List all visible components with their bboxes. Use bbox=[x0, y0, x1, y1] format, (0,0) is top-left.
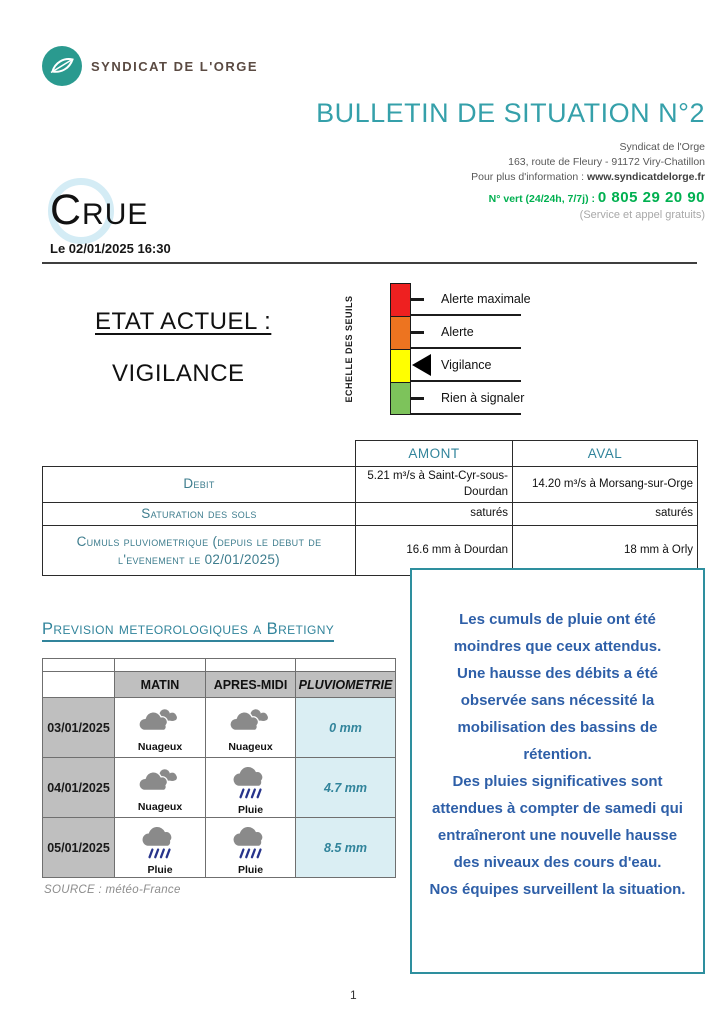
debit-aval-value: 14.20 m³/s à Morsang-sur-Orge bbox=[513, 467, 698, 503]
saturation-aval-value: saturés bbox=[513, 503, 698, 526]
situation-table bbox=[42, 440, 698, 576]
scale-row bbox=[411, 382, 525, 415]
weather-condition-label: Nuageux bbox=[137, 740, 183, 753]
weather-date: 05/01/2025 bbox=[43, 818, 115, 878]
page-number: 1 bbox=[350, 988, 357, 1002]
divider bbox=[42, 262, 697, 264]
cumuls-amont-value: 16.6 mm à Dourdan bbox=[356, 526, 513, 576]
empty-cell bbox=[43, 441, 356, 467]
weather-matin-cell bbox=[115, 698, 206, 758]
weather-date: 03/01/2025 bbox=[43, 698, 115, 758]
green-note: (Service et appel gratuits) bbox=[579, 209, 705, 222]
event-label: Crue bbox=[50, 186, 149, 234]
row-label-cumuls: Cumuls pluviometrique (depuis le debut de l'evenement le 02/01/2025) bbox=[43, 526, 356, 576]
page-title: BULLETIN DE SITUATION N°2 bbox=[316, 98, 705, 128]
scale-level-label: Alerte maximale bbox=[441, 291, 531, 306]
weather-apres-midi-cell bbox=[206, 698, 296, 758]
status-heading: ETAT ACTUEL : bbox=[95, 308, 272, 335]
col-header-matin: MATIN bbox=[115, 672, 206, 698]
cumuls-aval-value: 18 mm à Orly bbox=[513, 526, 698, 576]
table-header-row bbox=[43, 441, 698, 467]
row-label-saturation: Saturation des sols bbox=[43, 503, 356, 526]
green-prefix: N° vert (24/24h, 7/7j) : bbox=[488, 192, 598, 205]
col-header-apres-midi: APRES-MIDI bbox=[206, 672, 296, 698]
empty-cell bbox=[43, 672, 115, 698]
org-logo bbox=[42, 46, 258, 86]
summary-paragraph: Des pluies significatives sont attendues à compter de samedi qui entraîneront une nouvelle hausse des niveaux des cours d'eau. bbox=[432, 773, 683, 871]
event-datetime: Le 02/01/2025 16:30 bbox=[50, 241, 171, 256]
weather-row bbox=[43, 818, 396, 878]
scale-segment-rien bbox=[390, 382, 411, 415]
saturation-amont-value: saturés bbox=[356, 503, 513, 526]
scale-row bbox=[411, 316, 521, 349]
info-line bbox=[471, 170, 705, 185]
summary-paragraph: Les cumuls de pluie ont été moindres que ceux attendus. bbox=[453, 611, 662, 655]
weather-apres-midi-cell bbox=[206, 758, 296, 818]
situation-summary-box bbox=[410, 568, 705, 974]
scale-segment-alerte bbox=[390, 316, 411, 349]
weather-condition-label: Pluie bbox=[237, 863, 264, 876]
tick-icon bbox=[411, 397, 424, 400]
green-number: 0 805 29 20 90 bbox=[597, 188, 705, 206]
row-label-debit: Debit bbox=[43, 467, 356, 503]
green-number-line bbox=[471, 187, 705, 209]
scale-row bbox=[411, 349, 521, 382]
website-link[interactable]: www.syndicatdelorge.fr bbox=[586, 171, 705, 184]
clouds-icon bbox=[137, 706, 183, 738]
status-value: VIGILANCE bbox=[112, 360, 245, 387]
scale-axis-label: ECHELLE DES SEUILS bbox=[344, 295, 354, 403]
summary-paragraph: Une hausse des débits a été observée sans nécessité la mobilisation des bassins de rétention. bbox=[457, 665, 658, 763]
tick-icon bbox=[411, 298, 424, 301]
weather-condition-label: Nuageux bbox=[228, 740, 273, 753]
pluviometrie-value: 4.7 mm bbox=[296, 758, 396, 818]
pluviometrie-value: 0 mm bbox=[296, 698, 396, 758]
weather-date: 04/01/2025 bbox=[43, 758, 115, 818]
weather-header-row bbox=[43, 672, 396, 698]
org-line: Syndicat de l'Orge bbox=[619, 141, 705, 153]
col-header-amont: AMONT bbox=[356, 441, 513, 467]
scale-segment-vigilance bbox=[390, 349, 411, 382]
rain-cloud-icon bbox=[228, 763, 274, 801]
scale-segment-max bbox=[390, 283, 411, 316]
weather-condition-label: Pluie bbox=[237, 803, 264, 816]
spacer-row bbox=[43, 659, 396, 672]
weather-apres-midi-cell bbox=[206, 818, 296, 878]
debit-amont-value: 5.21 m³/s à Saint-Cyr-sous-Dourdan bbox=[356, 467, 513, 503]
leaf-icon bbox=[42, 46, 82, 86]
scale-level-label: Vigilance bbox=[441, 357, 492, 372]
table-row bbox=[43, 503, 698, 526]
weather-matin-cell bbox=[115, 758, 206, 818]
info-prefix: Pour plus d'information : bbox=[471, 171, 587, 184]
rain-cloud-icon bbox=[228, 823, 274, 861]
rain-cloud-icon bbox=[137, 823, 183, 861]
col-header-aval: AVAL bbox=[513, 441, 698, 467]
table-row bbox=[43, 467, 698, 503]
tick-icon bbox=[411, 331, 424, 334]
pluviometrie-value: 8.5 mm bbox=[296, 818, 396, 878]
clouds-icon bbox=[228, 706, 274, 738]
weather-condition-label: Nuageux bbox=[137, 800, 183, 813]
clouds-icon bbox=[137, 766, 183, 798]
weather-row bbox=[43, 758, 396, 818]
threshold-scale-labels bbox=[411, 283, 531, 415]
weather-condition-label: Pluie bbox=[147, 863, 173, 876]
triangle-left-icon bbox=[412, 354, 431, 376]
scale-level-label: Rien à signaler bbox=[441, 390, 525, 405]
scale-level-label: Alerte bbox=[441, 324, 474, 339]
forecast-heading: Prevision meteorologiques a Bretigny bbox=[42, 620, 334, 642]
weather-row bbox=[43, 698, 396, 758]
weather-table bbox=[42, 658, 396, 878]
col-header-pluviometrie: PLUVIOMETRIE bbox=[296, 672, 396, 698]
weather-matin-cell bbox=[115, 818, 206, 878]
address-line: 163, route de Fleury - 91172 Viry-Chatillon bbox=[508, 156, 705, 169]
threshold-scale-bar bbox=[390, 283, 411, 415]
scale-row bbox=[411, 283, 531, 316]
org-name: SYNDICAT DE L'ORGE bbox=[91, 58, 259, 74]
org-address-block bbox=[471, 140, 705, 224]
summary-paragraph: Nos équipes surveillent la situation. bbox=[429, 881, 686, 898]
weather-source: SOURCE : météo-France bbox=[44, 884, 181, 896]
